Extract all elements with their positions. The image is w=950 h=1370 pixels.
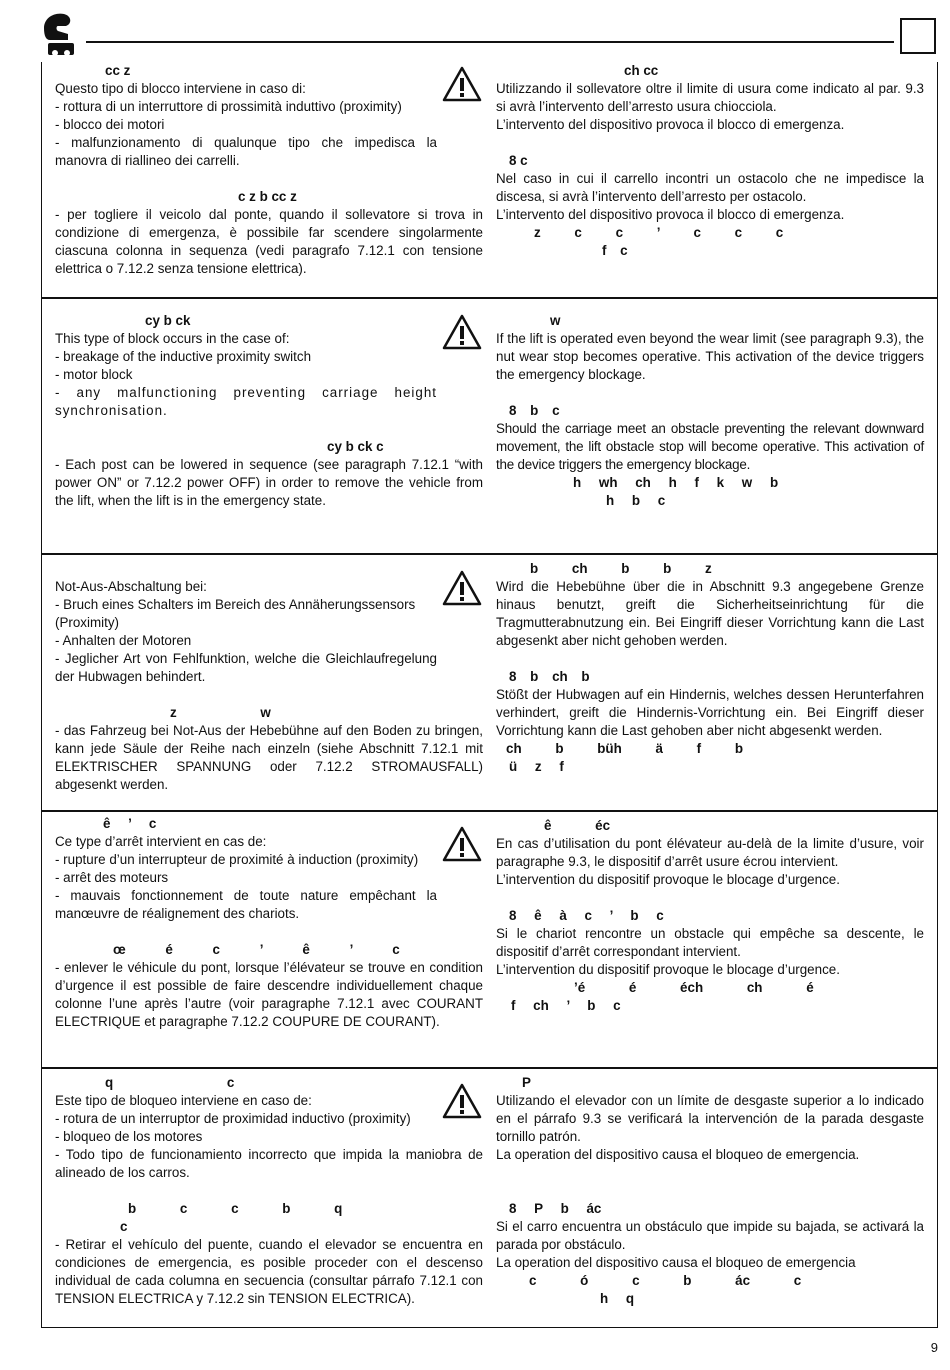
subheading: 8 c [509, 153, 528, 168]
subheading: b c c b q [128, 1201, 343, 1216]
intro-text: This type of block occurs in the case of: [55, 331, 290, 346]
warning-triangle-icon [442, 314, 482, 350]
body-text: Wird die Hebebühne über die in Abschnitt 9.3 angegebene Grenze hinaus benutzt, greift die Sicherheitseinrichtung für die Tragmutterabnutzung ein. Bei Eingriff dieser Vorrichtung kann die Last abgesenkt aber nicht gehoben werden. [496, 579, 924, 648]
section-separator [41, 553, 938, 555]
section-heading: P [522, 1075, 531, 1090]
section-heading: ch cc [624, 63, 659, 78]
warning-triangle-icon [442, 1083, 482, 1119]
body-text: - das Fahrzeug bei Not-Aus der Hebebühne auf den Boden zu bringen, kann jede Säule der Reihe nach einzeln (siehe Abschnitt 7.12.1 mit ELEKTRISCHER SPANNUNG oder 7.12.2 STROMAUSFALL) abgesenkt werden. [55, 723, 483, 792]
body-text: - Each post can be lowered in sequence (see paragraph 7.12.1 “with power ON” or 7.12.2 power OFF) in order to remove the vehicle from the lift, when the lift is in the emergency state. [55, 457, 483, 508]
section-heading: q c [105, 1075, 235, 1090]
body-text: Si le chariot rencontre un obstacle qui empêche sa descente, le dispositif d’arrêt correspondant intervient. [496, 926, 924, 959]
section-separator [41, 810, 938, 812]
body-text: En cas d’utilisation du pont élévateur au-delà de la limite d’usure, voir paragraphe 9.3, le dispositif d’arrêt usure écrou intervient. [496, 836, 924, 869]
section-heading: ê éc [544, 818, 611, 833]
list-item: - any malfunctioning preventing carriage height synchronisation. [55, 385, 437, 418]
body-text: L’intervento del dispositivo provoca il blocco di emergenza. [496, 117, 845, 132]
list-item: - Jeglicher Art von Fehlfunktion, welche die Gleichlaufregelung der Hubwagen behindert. [55, 651, 437, 684]
body-text: Should the carriage meet an obstacle preventing the relevant downward movement, the lift obstacle stop will become operative. This activation of the device triggers the emergency blockage. [496, 421, 924, 472]
list-item: - Anhalten der Motoren [55, 633, 192, 648]
subheading: 8 ê à c ’ b c [509, 908, 664, 923]
intro-text: Ce type d’arrêt intervient en cas de: [55, 834, 267, 849]
list-item: - motor block [55, 367, 133, 382]
subheading: h b c [606, 493, 666, 508]
header-rule [86, 41, 894, 43]
section-es-right [496, 1074, 924, 1308]
body-text: Si el carro encuentra un obstáculo que impide su bajada, se activará la parada por obstáculo. [496, 1219, 924, 1252]
body-text: If the lift is operated even beyond the wear limit (see paragraph 9.3), the nut wear stop becomes operative. This activation of the device triggers the emergency blockage. [496, 331, 924, 382]
subheading: h q [600, 1291, 635, 1306]
list-item: - arrêt des moteurs [55, 870, 169, 885]
body-text: L’intervention du dispositif provoque le blocage d’urgence. [496, 962, 840, 977]
subheading: 8 b c [509, 403, 560, 418]
section-heading: w [550, 313, 561, 328]
section-es-left [55, 1074, 483, 1308]
section-separator [41, 1067, 938, 1069]
section-heading: b ch b b z [530, 561, 712, 576]
subheading: 8 b ch b [509, 669, 590, 684]
section-en-left [55, 312, 483, 510]
body-text: Nel caso in cui il carrello incontri un ostacolo che ne impedisce la discesa, si avrà l’intervento dell’arresto per ostacolo. [496, 171, 924, 204]
body-text: - enlever le véhicule du pont, lorsque l’élévateur se trouve en condition d’urgence il est possible de faire descendre individuellement chaque colonne l’une après l’autre (voir paragraphe 7.12.1 avec COURANT ELECTRIQUE et paragraphe 7.12.2 COUPURE DE COURANT). [55, 960, 483, 1029]
subheading: c ó c b ác c [529, 1273, 802, 1288]
section-heading: cc z [105, 63, 131, 78]
subheading: cy b ck c [327, 439, 384, 454]
body-text: L’intervento del dispositivo provoca il blocco di emergenza. [496, 207, 845, 222]
section-fr-right [496, 817, 924, 1015]
list-item: - Todo tipo de funcionamiento incorrecto que impida la maniobra de alineado de los carros. [55, 1147, 483, 1180]
list-item: - rotura de un interruptor de proximidad inductivo (proximity) [55, 1111, 411, 1126]
section-it-right [496, 62, 924, 260]
manufacturer-logo-icon [38, 10, 80, 58]
body-text: Utilizando el elevador con un límite de desgaste superior a lo indicado en el párrafo 9.3 se verificará la intervención de la parada desgaste tornillo patrón. [496, 1093, 924, 1144]
section-de-left [55, 578, 483, 794]
subheading: ’é é éch ch é [574, 980, 814, 995]
body-text: Utilizzando il sollevatore oltre il limite di usura come indicato al par. 9.3 si avrà l’intervento dell’arresto usura chiocciola. [496, 81, 924, 114]
subheading: 8 P b ác [509, 1201, 602, 1216]
subheading: c z b cc z [238, 189, 297, 204]
body-text: - per togliere il veicolo dal ponte, quando il sollevatore si trova in condizione di emergenza, è possibile far scendere singolarmente ciascuna colonna in sequenza (vedi paragrafo 7.12.1 con tensione elettrica o 7.12.2 senza tensione elettrica). [55, 207, 483, 276]
list-item: - blocco dei motori [55, 117, 165, 132]
subheading: z c c ’ c c c [534, 225, 784, 240]
subheading: h wh ch h f k w b [573, 475, 779, 490]
list-item: - breakage of the inductive proximity switch [55, 349, 312, 364]
list-item: - malfunzionamento di qualunque tipo che impedisca la manovra di riallineo dei carrelli. [55, 135, 437, 168]
list-item: - rottura di un interruttore di prossimità induttivo (proximity) [55, 99, 402, 114]
subheading: z w [170, 705, 271, 720]
list-item: - bloqueo de los motores [55, 1129, 203, 1144]
intro-text: Este tipo de bloqueo interviene en caso de: [55, 1093, 312, 1108]
subheading: ü z f [509, 759, 564, 774]
list-item: - mauvais fonctionnement de toute nature empêchant la manœuvre de réalignement des chariots. [55, 888, 437, 921]
body-text: L’intervention du dispositif provoque le blocage d’urgence. [496, 872, 840, 887]
body-text: La operation del dispositivo causa el bloqueo de emergencia. [496, 1147, 860, 1162]
section-separator [41, 297, 938, 299]
section-it-left [55, 62, 483, 278]
body-text: Stößt der Hubwagen auf ein Hindernis, welches dessen Herunterfahren verhindert, greift die Hindernis-Vorrichtung ein. Bei Eingriff dieser Vorrichtung kann die Last gehoben aber nicht abgesenkt werden. [496, 687, 924, 738]
body-text: - Retirar el vehículo del puente, cuando el elevador se encuentra en condiciones de emergencia, es posible proceder con el descenso individual de cada columna en secuencia (consultar párrafo 7.12.1 con TENSION ELECTRICA y 7.12.2 sin TENSION ELECTRICA). [55, 1237, 483, 1306]
corner-box [900, 18, 936, 54]
section-heading: cy b ck [145, 313, 191, 328]
list-item: - rupture d’un interrupteur de proximité à induction (proximity) [55, 852, 419, 867]
subheading: c [120, 1219, 128, 1234]
intro-text: Not-Aus-Abschaltung bei: [55, 579, 207, 594]
warning-triangle-icon [442, 826, 482, 862]
section-heading: ê ’ c [103, 816, 157, 831]
subheading: œ é c ’ ê ’ c [113, 942, 400, 957]
subheading: f ch ’ b c [511, 998, 621, 1013]
section-en-right [496, 312, 924, 510]
warning-triangle-icon [442, 570, 482, 606]
section-de-right [496, 560, 924, 776]
subheading: ch b büh ä f b [506, 741, 744, 756]
warning-triangle-icon [442, 66, 482, 102]
subheading: f c [602, 243, 628, 258]
body-text: La operation del dispositivo causa el bloqueo de emergencia [496, 1255, 856, 1270]
intro-text: Questo tipo di blocco interviene in caso di: [55, 81, 306, 96]
list-item: - Bruch eines Schalters im Bereich des Annäherungssensors (Proximity) [55, 597, 416, 630]
section-fr-left [55, 815, 483, 1031]
page-number: 9 [930, 1340, 938, 1355]
